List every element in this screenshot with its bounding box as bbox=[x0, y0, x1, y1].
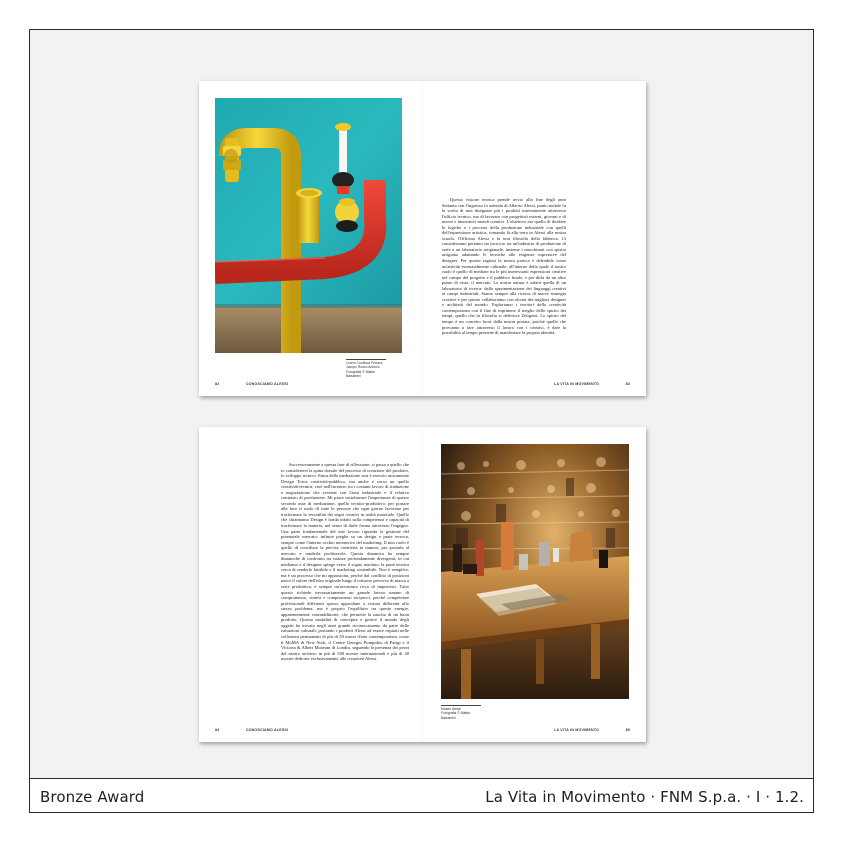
caption-line: Fotografia © Mattia Balsamini bbox=[441, 711, 470, 720]
caption-line: Jacopo Rosso Antonio bbox=[346, 365, 380, 370]
folio-right bbox=[554, 382, 630, 386]
page-number: 83 bbox=[625, 382, 630, 386]
footer-divider bbox=[30, 778, 813, 779]
running-title: CONOSCIAMO ALESSI bbox=[245, 728, 289, 732]
article-body-text bbox=[281, 462, 409, 662]
page-number: 84 bbox=[215, 728, 220, 732]
photo-caption bbox=[441, 705, 481, 720]
caption-line: Museo Alessi bbox=[441, 707, 461, 711]
page-number: 82 bbox=[215, 382, 220, 386]
magazine-spread-bottom bbox=[199, 427, 646, 742]
article-paragraph: Successivamente a questa fase di riflessione, si passa a quello che io considererei la spina dorsale del processo di creazione del prodotto, lo sviluppo tecnico. Entra della mediazione non è esercito unicamente Design Tosca creatività-pubblico, ma anche e verso un quello creatività-tecnica, cioè nell'incontro tra i costanti lavoro di traduzione e negoziazione che avviene con l'area industriale e il relativo contrasto di produzione. Mi piace sottolineare l'importanza di questo secondo asse di mediazione, quello tecnico-produttivo, per portare alla luce il ruolo di tutte le persone che ogni giorno lavorano per trasformare la versatilità dei segni creativi in realtà materiale. Quello che chiamiamo Design è fonda infatti sulla competenza e capacità di trasformare la materia, nel senso di darle forma attraverso l'ingegno. Una parte fondamentale del mio lavoro riguarda la gestione del potenziale mercato: infinite pieghe su un design e parte tecnica, sempre come l'interno occhio neomerico del marketing. Il mio ruolo è quello di conciliare la precisa creatività in numeri, per portarla al mercato e renderla profittevole. Questa dinamica ha sempre dinamiche di confronto tra istanze profondamente divergenti, in cui mediamo e il designer spinge verso il sogno assoluto, la parte tecnica cerca di renderlo fattibile e il marketing sostenibile. Non è semplice, ma è un processo che mi appassiona, perché dal conflitto di posizioni nasce il valore dell'idea originale lungo il tortuoso percorso di massa a serie produttiva, è sempre un'avventura ricca di imprevisti. Tutto questo richiede necessariamente un grande lavoro umano di compromesso, sintesi e compromessi reciproci, perché competenze professionali differenti spesso approdano a visioni differenti allo stesso problema, ma è proprio l'equilibrio tra queste energie, apparentemente contraddittorie, che permette la nascita di un buon prodotto. Questa modalità di concepire e gestire il mondo degli oggetti ha trovato negli anni grande riconoscimento da parte delle istituzioni culturali, portando i prodotti Alessi ad essere ospitati nelle collezioni permanenti di più di 50 musei d'arte contemporanea, come il MoMA di New York, il Centre Georges Pompidou di Parigi e il Victoria & Albert Museum di Londra, seguendo la presenza dei pezzi del nostro archivio in più di 500 mostre internazionali e più di 40 mostre dedicate esclusivamente alle creazioni Alessi. bbox=[281, 462, 409, 662]
caption-line: Fotografia © Mattia Balsamini bbox=[346, 369, 375, 378]
caption-line: Lorem Continua Ferrazz bbox=[346, 361, 383, 365]
article-paragraph: Questa visione teorica prende avvio alla fine degli anni Settanta con l'ingresso in azienda di Alberto Alessi, punto nodale fu la scelta di non disegnare più i prodotti internamente attraverso l'ufficio tecnico, ma di lavorare con progettisti esterni, giovani e di nuove e innovativi mondi creativi. L'obiettivo era quello di ibridare le logiche e i processi della produzione industriale con quelli dell'espressione artistica, tornando là alla terra in Alessi alla nostra scuola, l'Officina Alessi e la non filosofia della fabbrica. Ci consideriamo pertanto un incrocio tra un'industria di produzione di serie e un laboratorio artigianale, insieme i macchinari con spirito artigiano adattando le tecniche alle esigenze espressive del designer. Per queste ragioni la nostra pratica è definibile come un'attività essenzialmente culturale, all'interno della quale il nostro ruolo è quello di mediare tra le più interessanti espressioni creative nel campo del progetto e il pubblico finale, o per dirla da un altro punto di vista, il mercato. La nostra natura è infatti quella di un laboratorio di ricerca: dalla sperimentazione dei linguaggi creativi ai campi industriali. Siamo sempre alla ricerca di nuove strategie creative e per questo collaboriamo con alcuni dei migliori designer e architetti del mondo. Esploriamo i territori della creatività contemporanea con il fine di esprimere il meglio dello spirito dei tempi, quello che in filosofia si definisce Zeitgeist. Lo spirito del tempo è un concetto fuori dalla nostra portata, poiché quello che proviamo a fare attraverso il lavoro con i creativi, è dare la possibilità al tempo presente di manifestare la propria identità. bbox=[442, 197, 566, 336]
running-title: LA VITA IN MOVIMENTO bbox=[554, 382, 600, 386]
folio-right bbox=[554, 728, 630, 732]
running-title: LA VITA IN MOVIMENTO bbox=[554, 728, 600, 732]
running-title: CONOSCIAMO ALESSI bbox=[245, 382, 289, 386]
photo-museum-interior bbox=[441, 444, 629, 699]
page-number: 85 bbox=[625, 728, 630, 732]
folio-left bbox=[215, 382, 288, 386]
photo-yellow-pipe-red-bar bbox=[215, 98, 402, 353]
folio-left bbox=[215, 728, 288, 732]
article-body-text bbox=[442, 197, 566, 336]
spread-gutter bbox=[422, 81, 423, 396]
spread-gutter bbox=[422, 427, 423, 742]
magazine-spread-top bbox=[199, 81, 646, 396]
entry-title: La Vita in Movimento · FNM S.p.a. · I · 1.2. bbox=[485, 788, 804, 806]
photo-caption bbox=[346, 359, 386, 378]
award-label: Bronze Award bbox=[40, 788, 145, 806]
